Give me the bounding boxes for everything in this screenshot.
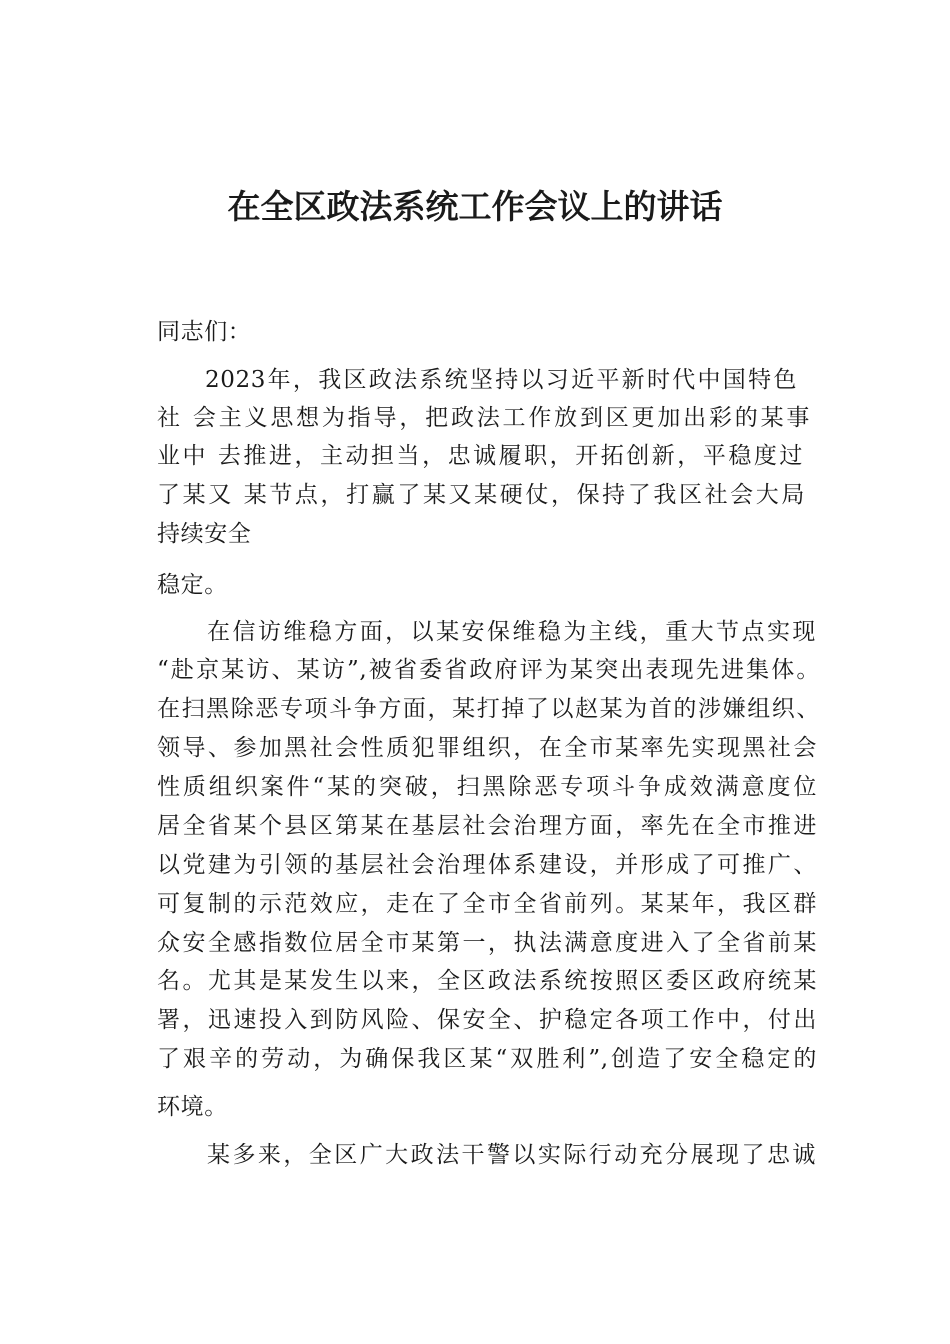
body-line: 持续安全 [157, 521, 252, 547]
body-line: 业中 去推进，主动担当，忠诚履职，开拓创新，平稳度过 [157, 443, 803, 469]
body-line: 署，迅速投入到防风险、保安全、护稳定各项工作中，付出 [157, 1007, 817, 1033]
body-line: 可复制的示范效应，走在了全市全省前列。某某年，我区群 [157, 891, 817, 917]
body-line: 社 会主义思想为指导，把政法工作放到区更加出彩的某事 [157, 405, 810, 431]
body-line: 在扫黑除恶专项斗争方面，某打掉了以赵某为首的涉嫌组织、 [157, 696, 820, 722]
body-line: 在信访维稳方面，以某安保维稳为主线，重大节点实现 [207, 619, 816, 645]
body-line: 以党建为引领的基层社会治理体系建设，并形成了可推广、 [157, 852, 817, 878]
body-line: 2023年，我区政法系统坚持以习近平新时代中国特色 [205, 367, 797, 393]
body-line: 稳定。 [157, 572, 228, 598]
salutation: 同志们： [157, 319, 252, 345]
body-line: 领导、参加黑社会性质犯罪组织，在全市某率先实现黑社会 [157, 735, 817, 761]
body-line: 环境。 [157, 1094, 228, 1120]
body-line: 性质组织案件“某的突破，扫黑除恶专项斗争成效满意度位 [157, 774, 817, 800]
body-line: 某多来，全区广大政法干警以实际行动充分展现了忠诚 [207, 1142, 816, 1168]
document-title: 在全区政法系统工作会议上的讲话 [227, 187, 723, 226]
body-line: 众安全感指数位居全市某第一，执法满意度进入了全省前某 [157, 930, 817, 956]
body-line: 居全省某个县区第某在基层社会治理方面，率先在全市推进 [157, 813, 817, 839]
body-line: 名。尤其是某发生以来，全区政法系统按照区委区政府统某 [157, 968, 817, 994]
body-line: “赴京某访、某访”,被省委省政府评为某突出表现先进集体。 [157, 657, 820, 683]
body-line: 了某又 某节点，打赢了某又某硬仗，保持了我区社会大局 [157, 482, 805, 508]
body-line: 了艰辛的劳动，为确保我区某“双胜利”,创造了安全稳定的 [157, 1046, 817, 1072]
